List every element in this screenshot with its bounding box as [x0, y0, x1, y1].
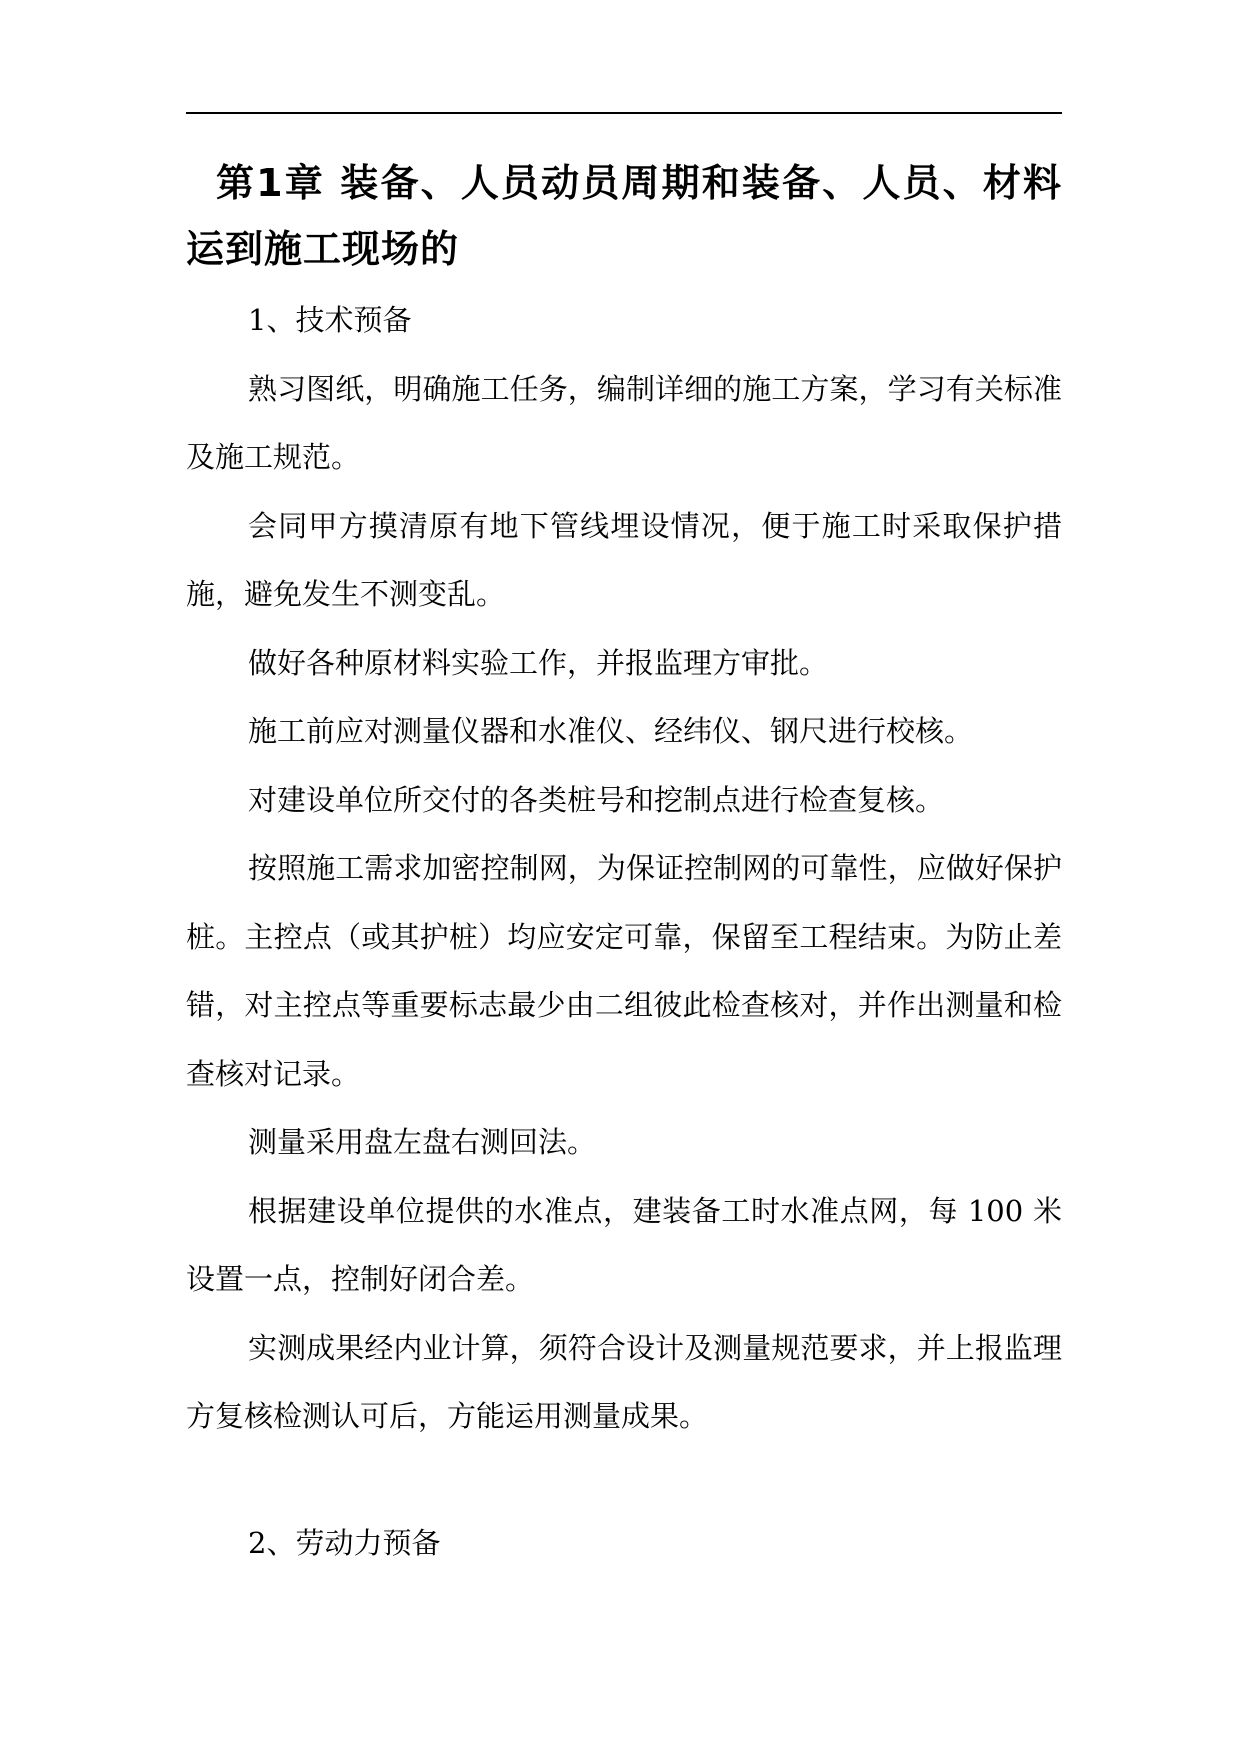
paragraph-control-points-check: 对建设单位所交付的各类桩号和挖制点进行检查复核。	[248, 782, 945, 817]
paragraph-instrument-calibration: 施工前应对测量仪器和水准仪、经纬仪、钢尺进行校核。	[248, 714, 974, 748]
header-rule	[186, 112, 1062, 114]
paragraph-control-network: 按照施工需求加密控制网，为保证控制网的可靠性，应做好保护桩。主控点（或其护桩）均应安定可靠，保留至工程结束。为防止差错，对主控点等重要标志最少由二组彼此检查核对，并作出测量和检查核对记录。	[186, 851, 1062, 1091]
paragraph-measurement-method: 测量采用盘左盘右测回法。	[248, 1125, 597, 1159]
chapter-title: 第1章 装备、人员动员周期和装备、人员、材料运到施工现场的	[186, 161, 1062, 271]
paragraph-benchmark-network: 根据建设单位提供的水准点，建装备工时水准点网，每 100 米设置一点，控制好闭合差。	[186, 1193, 1062, 1296]
paragraph-underground-pipelines: 会同甲方摸清原有地下管线埋设情况，便于施工时采取保护措施，避免发生不测变乱。	[186, 508, 1062, 611]
section-heading-labor-preparation: 2、劳动力预备	[248, 1525, 441, 1560]
paragraph-material-tests: 做好各种原材料实验工作，并报监理方审批。	[248, 645, 829, 680]
paragraph-drawings: 熟习图纸，明确施工任务，编制详细的施工方案，学习有关标准及施工规范。	[186, 371, 1062, 474]
section-heading-technical-preparation: 1、技术预备	[248, 303, 412, 337]
document-body	[186, 150, 1062, 1577]
paragraph-survey-results: 实测成果经内业计算，须符合设计及测量规范要求，并上报监理方复核检测认可后，方能运用测量成果。	[186, 1330, 1062, 1433]
section-spacer	[186, 1451, 1062, 1509]
